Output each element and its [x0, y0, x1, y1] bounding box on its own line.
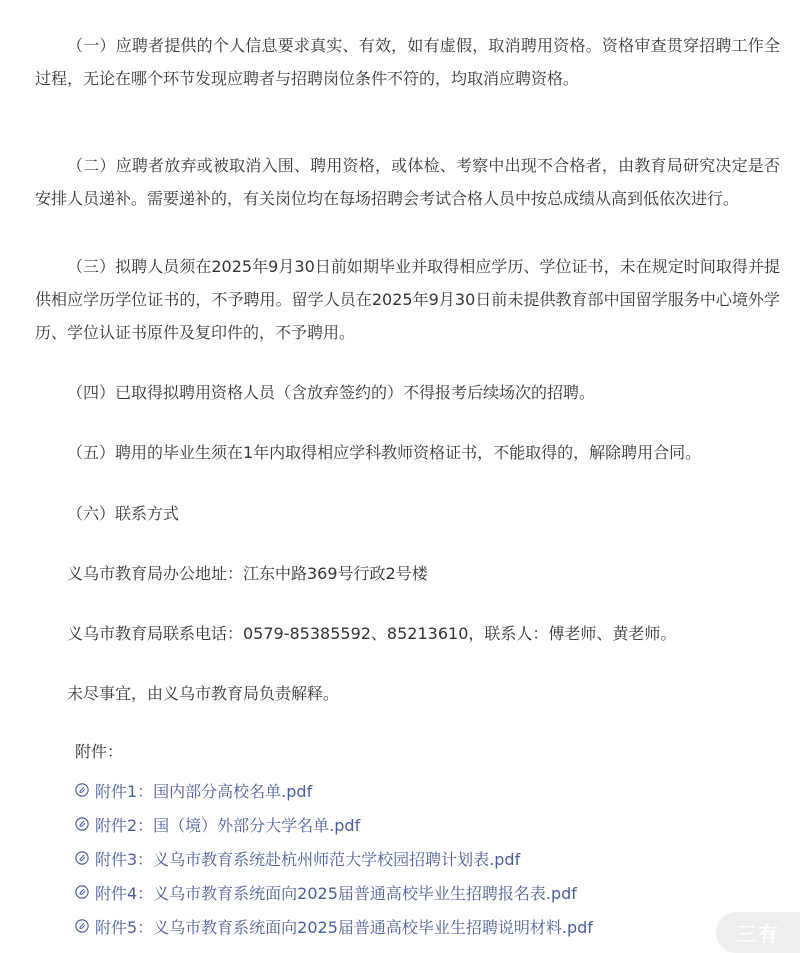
paragraph-4: （四）已取得拟聘用资格人员（含放弃签约的）不得报考后续场次的招聘。 [67, 383, 596, 402]
attachment-link-3[interactable] [75, 841, 593, 875]
attachments-title: 附件： [75, 742, 124, 761]
paragraph-2: （二）应聘者放弃或被取消入围、聘用资格，或体检、考察中出现不合格者，由教育局研究决定是否安排人员递补。需要递补的，有关岗位均在每场招聘会考试合格人员中按总成绩从高到低依次进行。 [35, 156, 780, 208]
paperclip-icon [75, 783, 89, 797]
paperclip-icon [75, 817, 89, 831]
watermark-logo: 三有 [716, 912, 800, 953]
closing-note: 未尽事宜，由义乌市教育局负责解释。 [67, 684, 340, 703]
paperclip-icon [75, 851, 89, 865]
attachment-link-label-1[interactable]: 附件1：国内部分高校名单.pdf [95, 781, 313, 801]
attachments-list [75, 773, 593, 943]
paperclip-icon [75, 885, 89, 899]
paragraph-5: （五）聘用的毕业生须在1年内取得相应学科教师资格证书，不能取得的，解除聘用合同。 [67, 443, 702, 462]
attachment-link-5[interactable] [75, 909, 593, 943]
paragraph-6-heading: （六）联系方式 [67, 504, 180, 523]
attachment-link-label-3[interactable]: 附件3：义乌市教育系统赴杭州师范大学校园招聘计划表.pdf [95, 849, 521, 869]
attachment-link-1[interactable] [75, 773, 593, 807]
attachment-link-2[interactable] [75, 807, 593, 841]
attachment-link-4[interactable] [75, 875, 593, 909]
contact-phone: 义乌市教育局联系电话：0579-85385592、85213610，联系人：傅老师、黄老师。 [67, 624, 677, 643]
contact-address: 义乌市教育局办公地址：江东中路369号行政2号楼 [67, 564, 428, 583]
paperclip-icon [75, 919, 89, 933]
attachment-link-label-4[interactable]: 附件4：义乌市教育系统面向2025届普通高校毕业生招聘报名表.pdf [95, 883, 577, 903]
attachment-link-label-5[interactable]: 附件5：义乌市教育系统面向2025届普通高校毕业生招聘说明材料.pdf [95, 917, 593, 937]
paragraph-3: （三）拟聘人员须在2025年9月30日前如期毕业并取得相应学历、学位证书，未在规定时间取得并提供相应学历学位证书的，不予聘用。留学人员在2025年9月30日前未提供教育部中国留学服务中心境外学历、学位认证书原件及复印件的，不予聘用。 [35, 257, 780, 342]
paragraph-1: （一）应聘者提供的个人信息要求真实、有效，如有虚假，取消聘用资格。资格审查贯穿招聘工作全过程，无论在哪个环节发现应聘者与招聘岗位条件不符的，均取消应聘资格。 [35, 36, 780, 88]
attachment-link-label-2[interactable]: 附件2：国（境）外部分大学名单.pdf [95, 815, 361, 835]
